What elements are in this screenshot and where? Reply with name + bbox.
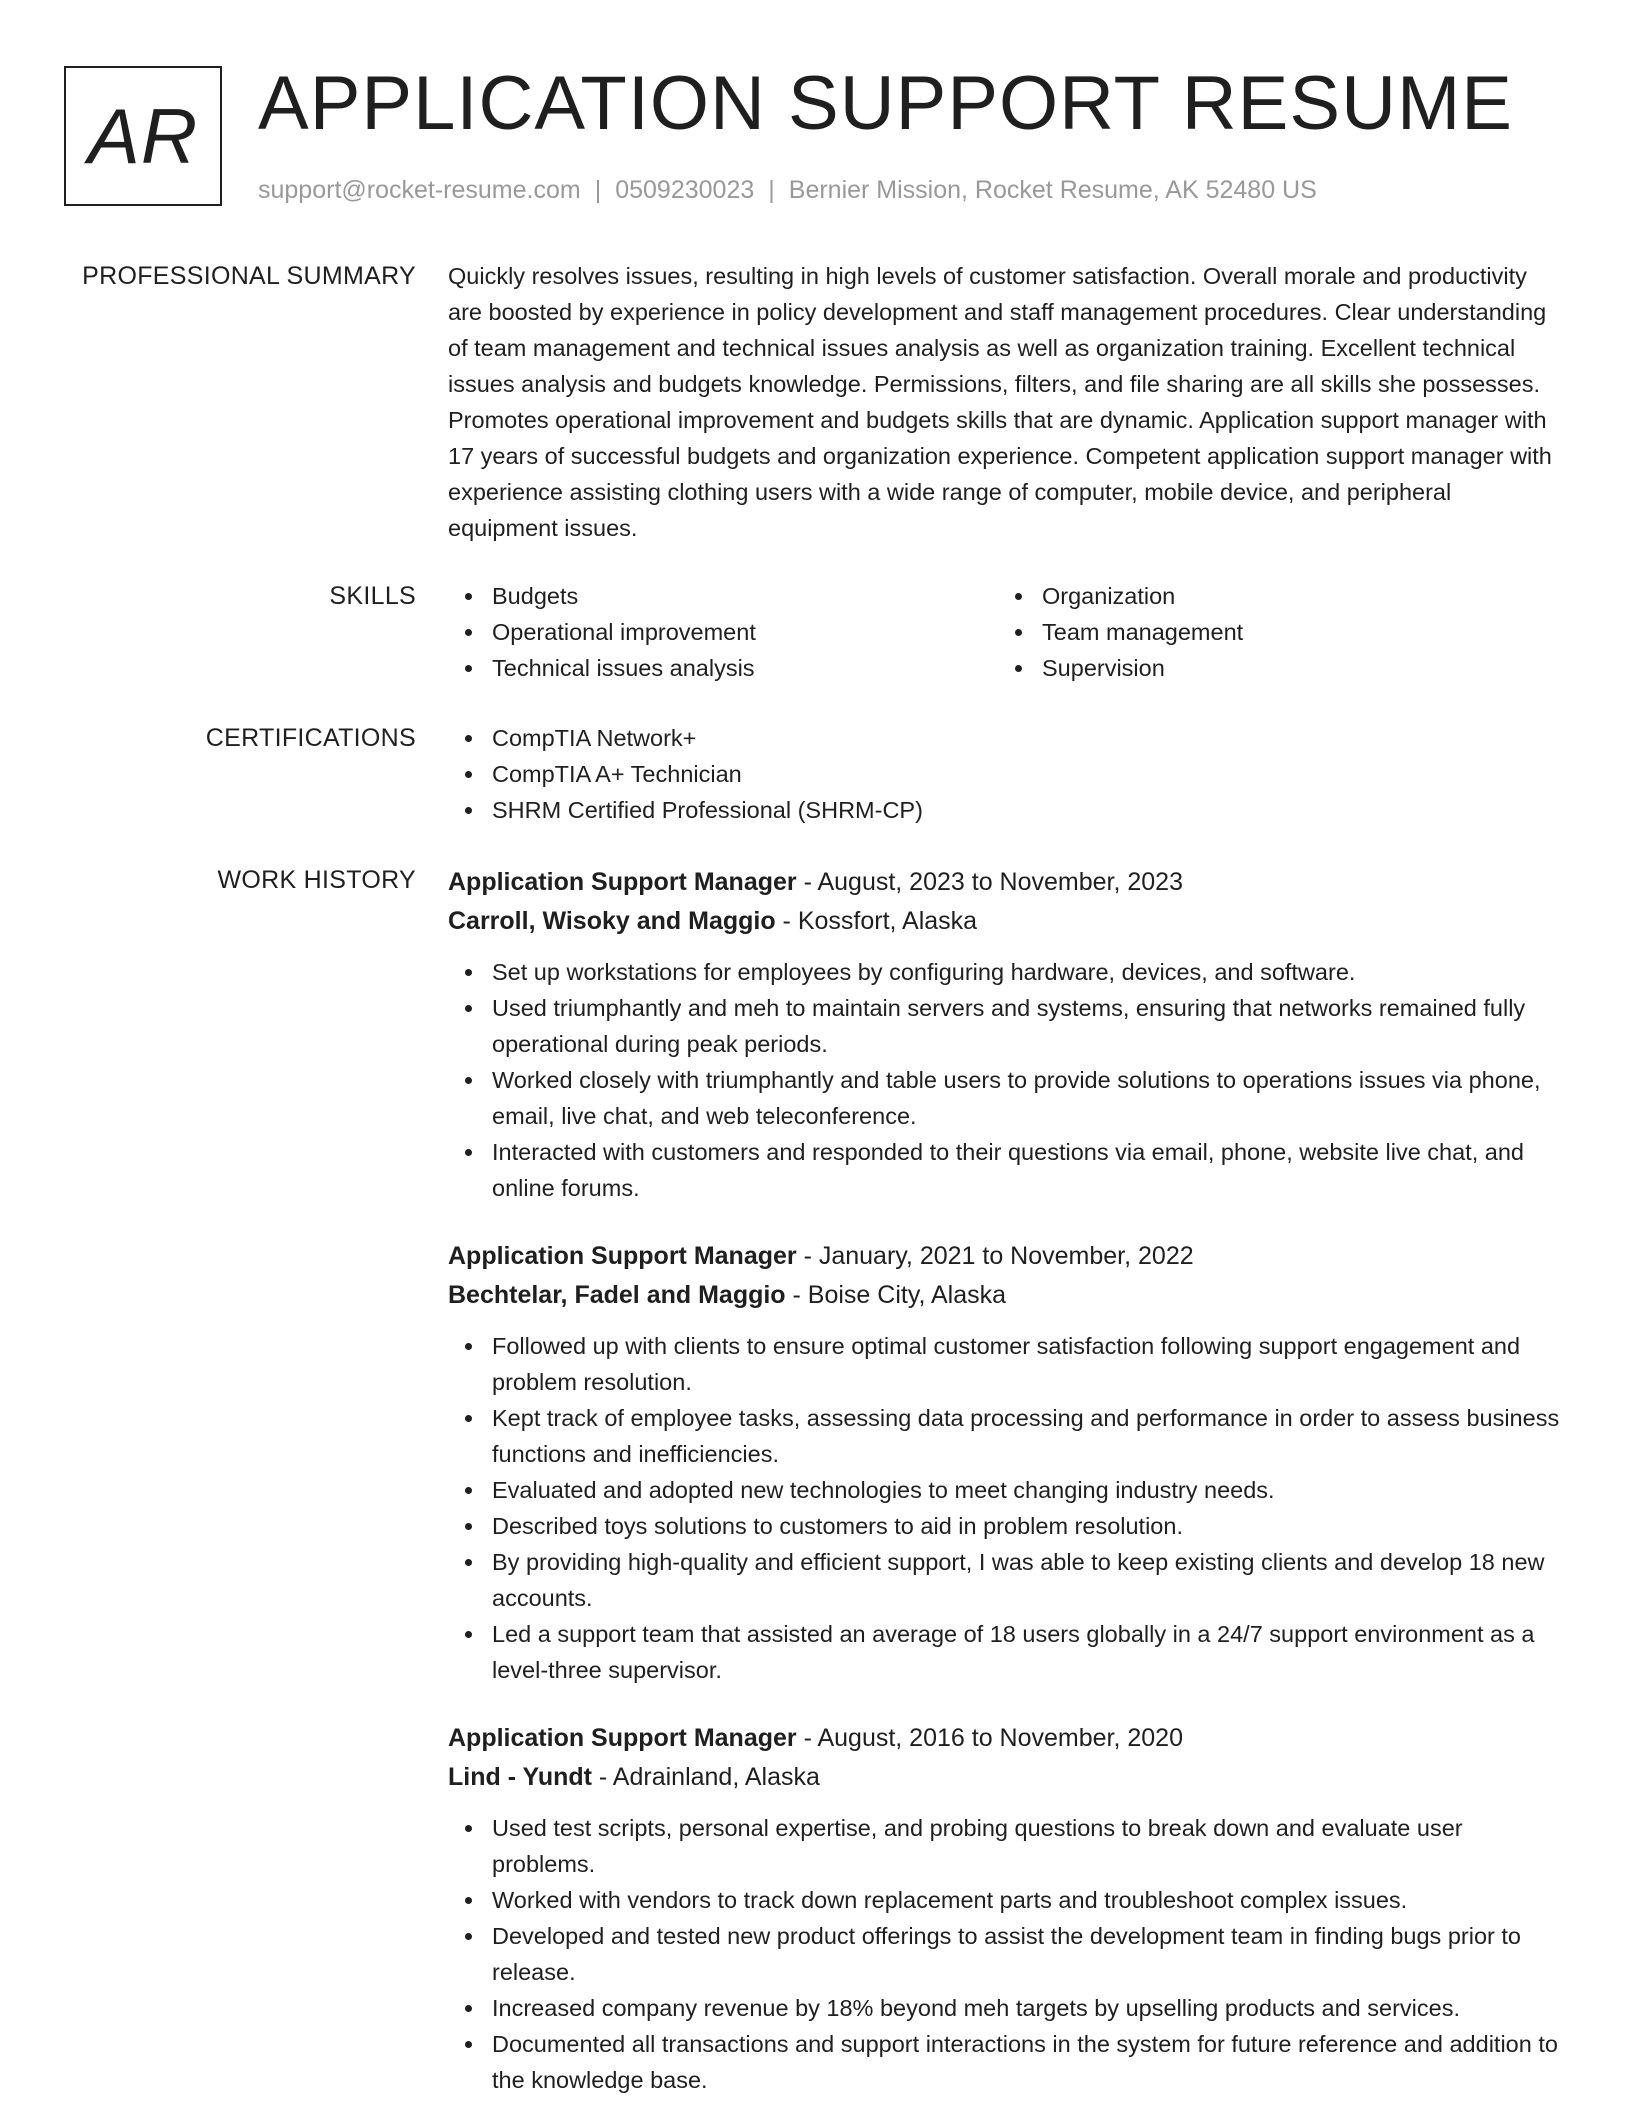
job-entry <box>448 1236 1563 1688</box>
skills-column-1 <box>448 578 998 686</box>
job-bullet: Worked closely with triumphantly and table users to provide solutions to operations issues via phone, email, live chat, and web teleconference. <box>448 1062 1563 1134</box>
contact-phone: 0509230023 <box>615 176 755 204</box>
job-bullet: Used test scripts, personal expertise, and probing questions to break down and evaluate user problems. <box>448 1810 1563 1882</box>
job-location: - Adrainland, Alaska <box>591 1763 820 1791</box>
job-company: Bechtelar, Fadel and Maggio <box>448 1281 786 1309</box>
job-location: - Boise City, Alaska <box>785 1281 1007 1309</box>
job-bullet: Kept track of employee tasks, assessing data processing and performance in order to assess business functions and inefficiencies. <box>448 1400 1563 1472</box>
job-bullets <box>448 954 1563 1206</box>
job-bullet: Documented all transactions and support interactions in the system for future reference and addition to the knowledge base. <box>448 2026 1563 2098</box>
job-location: - Kossfort, Alaska <box>775 907 978 935</box>
job-company-line <box>448 1276 1563 1314</box>
certifications-list <box>448 720 1563 828</box>
skill-item: Supervision <box>998 650 1548 686</box>
contact-separator: | <box>594 176 602 204</box>
skills-label: SKILLS <box>329 582 416 610</box>
job-title-line <box>448 1236 1563 1276</box>
skill-item: Budgets <box>448 578 998 614</box>
skill-item: Team management <box>998 614 1548 650</box>
certifications-label: CERTIFICATIONS <box>205 724 416 752</box>
skill-item: Technical issues analysis <box>448 650 998 686</box>
work-history-body <box>448 862 1563 2128</box>
job-title: Application Support Manager <box>448 868 797 896</box>
job-title: Application Support Manager <box>448 1242 797 1270</box>
certifications-body <box>448 720 1563 828</box>
job-entry <box>448 1718 1563 2098</box>
resume-title: APPLICATION SUPPORT RESUME <box>258 61 1513 146</box>
job-bullet: Set up workstations for employees by configuring hardware, devices, and software. <box>448 954 1563 990</box>
job-bullet: Used triumphantly and meh to maintain servers and systems, ensuring that networks remained fully operational during peak periods. <box>448 990 1563 1062</box>
job-bullet: Increased company revenue by 18% beyond meh targets by upselling products and services. <box>448 1990 1563 2026</box>
job-bullet: Worked with vendors to track down replacement parts and troubleshoot complex issues. <box>448 1882 1563 1918</box>
job-bullet: Described toys solutions to customers to aid in problem resolution. <box>448 1508 1563 1544</box>
job-bullet: Led a support team that assisted an average of 18 users globally in a 24/7 support environment as a level-three supervisor. <box>448 1616 1563 1688</box>
job-company-line <box>448 1758 1563 1796</box>
skill-item: Operational improvement <box>448 614 998 650</box>
skill-item: Organization <box>998 578 1548 614</box>
job-title-line <box>448 1718 1563 1758</box>
job-company-line <box>448 902 1563 940</box>
job-title-line <box>448 862 1563 902</box>
summary-label: PROFESSIONAL SUMMARY <box>82 262 416 290</box>
job-company: Lind - Yundt <box>448 1763 592 1791</box>
job-company: Carroll, Wisoky and Maggio <box>448 907 776 935</box>
job-bullets <box>448 1328 1563 1688</box>
job-dates: - August, 2023 to November, 2023 <box>796 868 1183 896</box>
contact-email: support@rocket-resume.com <box>258 176 581 204</box>
resume-header <box>64 61 1568 210</box>
summary-text: Quickly resolves issues, resulting in high levels of customer satisfaction. Overall morale and productivity are boosted by experience in policy development and staff management procedures. Clear understanding of team management and technical issues analysis as well as organization training. Excellent technical issues analysis and budgets knowledge. Permissions, filters, and file sharing are all skills she possesses. Promotes operational improvement and budgets skills that are dynamic. Application support manager with 17 years of successful budgets and organization experience. Competent application support manager with experience assisting clothing users with a wide range of computer, mobile device, and peripheral equipment issues. <box>448 263 1552 541</box>
job-dates: - January, 2021 to November, 2022 <box>796 1242 1194 1270</box>
job-bullet: Followed up with clients to ensure optimal customer satisfaction following support engagement and problem resolution. <box>448 1328 1563 1400</box>
contact-line <box>258 176 1317 205</box>
certification-item: CompTIA A+ Technician <box>448 756 1563 792</box>
certification-item: SHRM Certified Professional (SHRM-CP) <box>448 792 1563 828</box>
monogram-badge: AR <box>64 66 222 206</box>
job-bullet: Interacted with customers and responded to their questions via email, phone, website live chat, and online forums. <box>448 1134 1563 1206</box>
job-title: Application Support Manager <box>448 1724 797 1752</box>
job-dates: - August, 2016 to November, 2020 <box>796 1724 1183 1752</box>
summary-body <box>448 258 1563 546</box>
job-bullet: Developed and tested new product offerings to assist the development team in finding bugs prior to release. <box>448 1918 1563 1990</box>
skills-column-2 <box>998 578 1548 686</box>
job-entry <box>448 862 1563 1206</box>
work-history-label: WORK HISTORY <box>217 866 416 894</box>
job-bullets <box>448 1810 1563 2098</box>
contact-address: Bernier Mission, Rocket Resume, AK 52480 US <box>788 176 1317 204</box>
certification-item: CompTIA Network+ <box>448 720 1563 756</box>
contact-separator: | <box>768 176 775 204</box>
job-bullet: Evaluated and adopted new technologies to meet changing industry needs. <box>448 1472 1563 1508</box>
skills-body <box>448 578 1563 686</box>
job-bullet: By providing high-quality and efficient support, I was able to keep existing clients and develop 18 new accounts. <box>448 1544 1563 1616</box>
